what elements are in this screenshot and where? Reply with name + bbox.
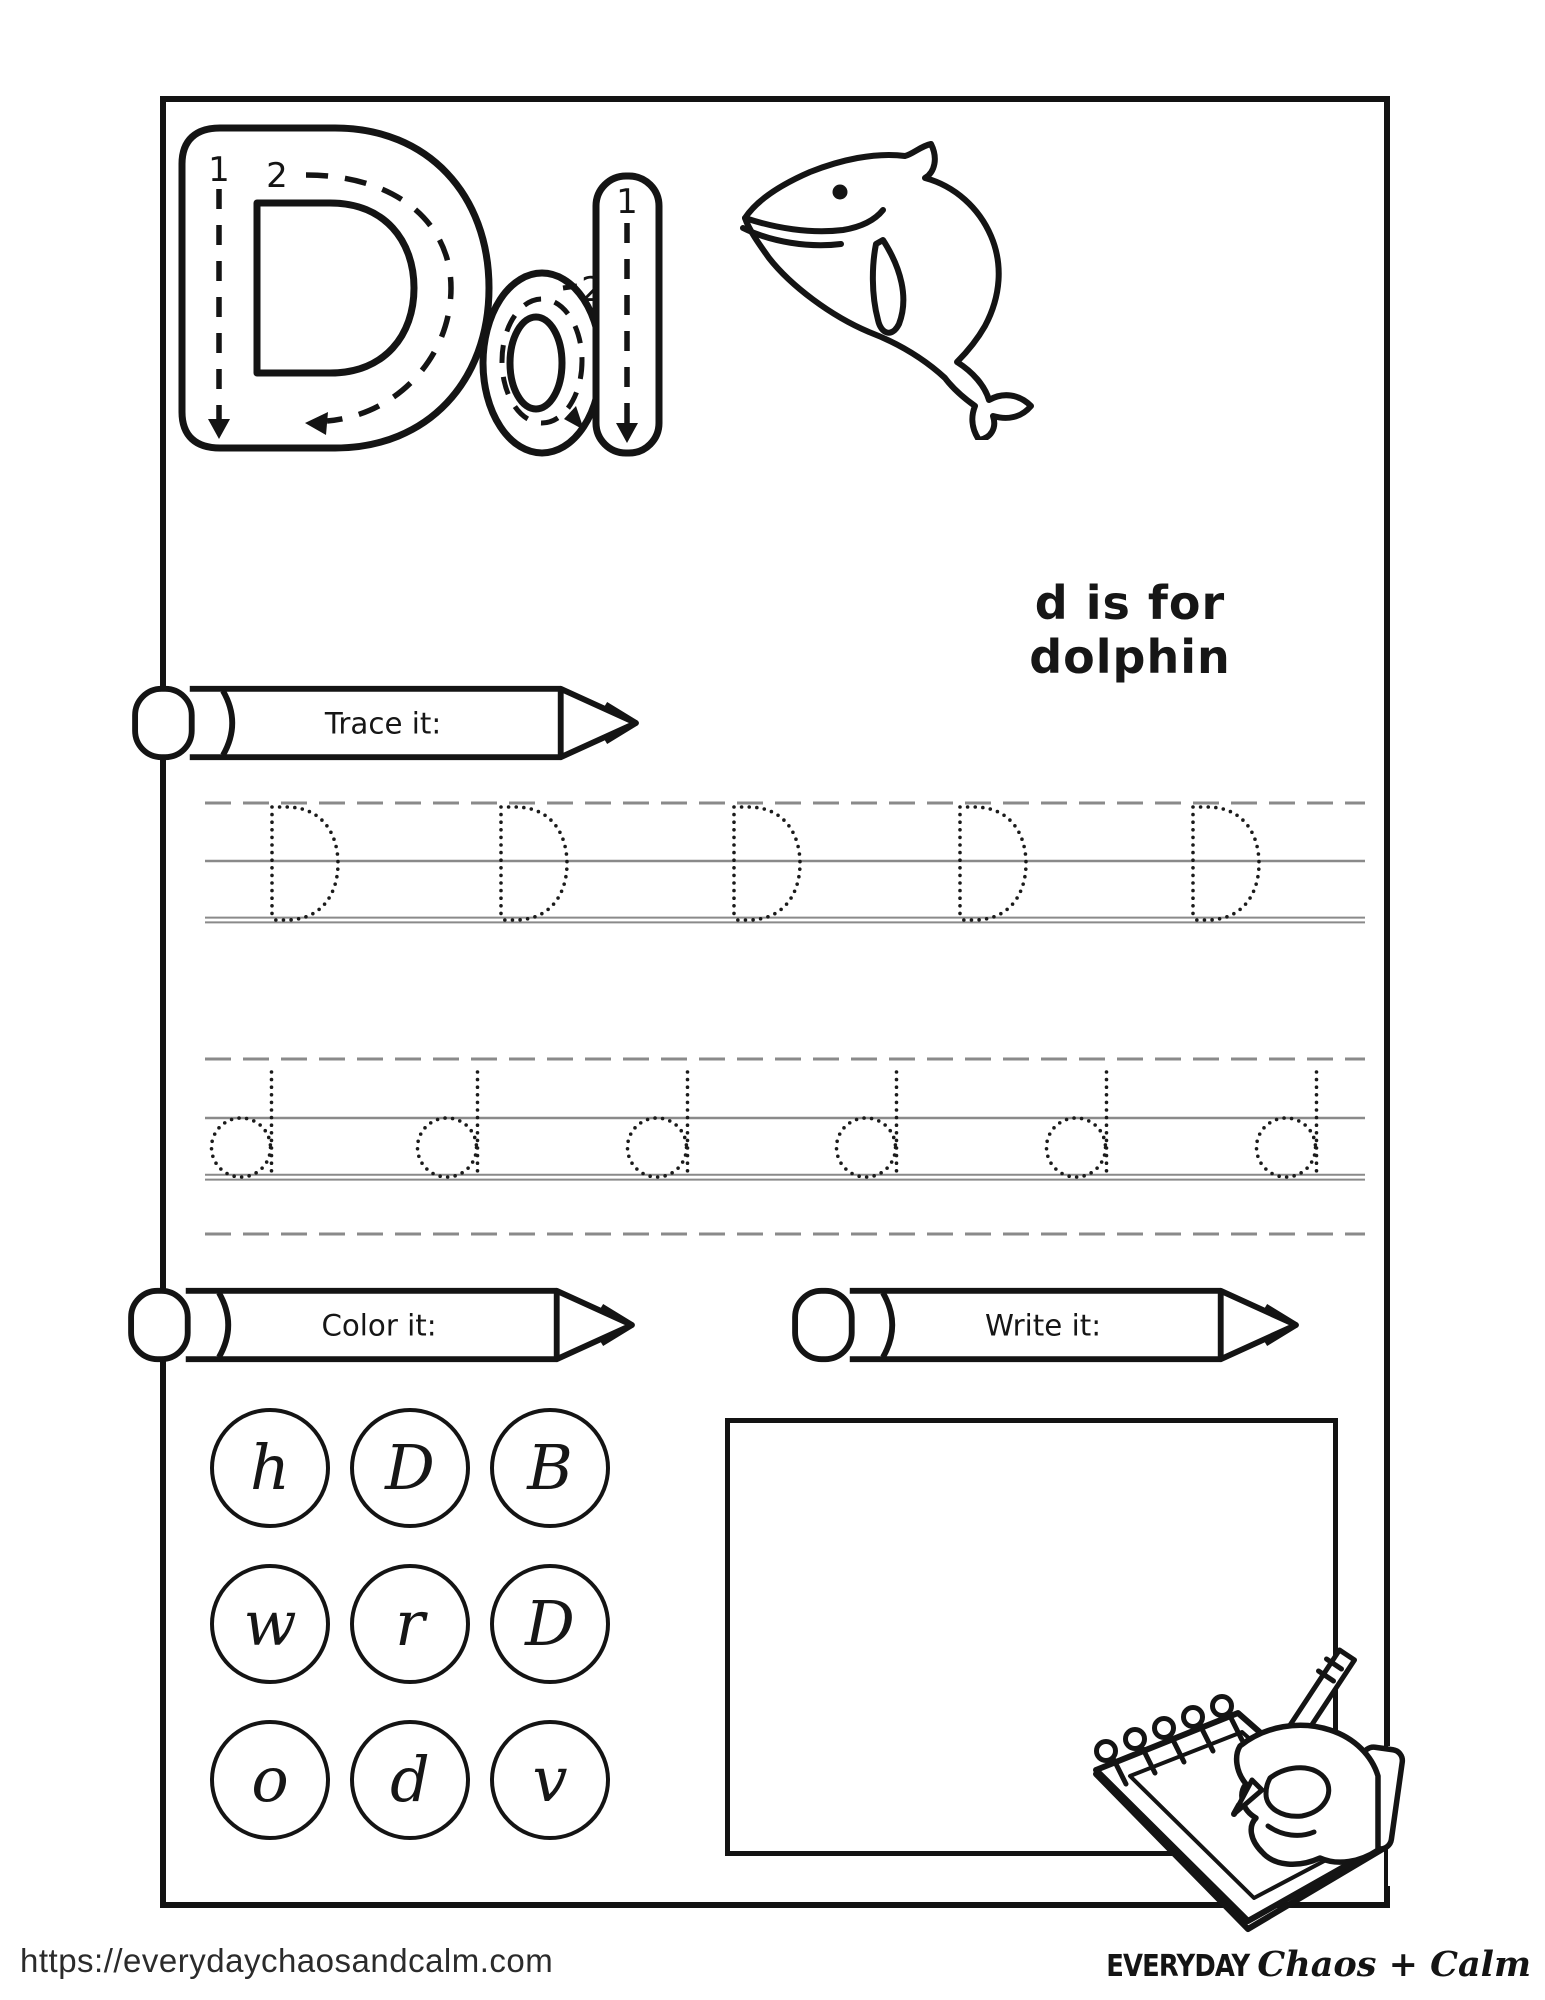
write-banner xyxy=(790,1284,1300,1366)
color-banner-label: Color it: xyxy=(321,1308,437,1343)
letter-circle[interactable] xyxy=(350,1720,470,1840)
trace-row-uppercase[interactable] xyxy=(205,795,1365,935)
letter-circle[interactable] xyxy=(350,1564,470,1684)
trace-row-lowercase[interactable] xyxy=(205,1052,1365,1242)
circle-letter: h xyxy=(250,1431,290,1504)
circle-letter: d xyxy=(390,1743,430,1816)
trace-banner-label: Trace it: xyxy=(324,706,442,741)
dolphin-eye xyxy=(833,185,848,200)
letter-circle[interactable] xyxy=(490,1564,610,1684)
caption-text: d is for dolphin xyxy=(1029,576,1231,684)
crayon-cap xyxy=(135,689,192,757)
dotted-letter-D[interactable] xyxy=(1193,807,1259,920)
crayon-cap xyxy=(131,1291,188,1359)
write-banner-label: Write it: xyxy=(985,1308,1102,1343)
stroke-2-label: 2 xyxy=(581,270,603,310)
letter-circle[interactable] xyxy=(210,1408,330,1528)
dotted-letter-d[interactable] xyxy=(418,1072,478,1177)
dotted-letter-D[interactable] xyxy=(734,807,800,920)
letter-circle[interactable] xyxy=(490,1408,610,1528)
dotted-letter-d[interactable] xyxy=(628,1072,688,1177)
circle-letter: o xyxy=(251,1743,289,1816)
letter-display-Dd xyxy=(160,85,760,505)
hand-writing-illustration xyxy=(1030,1628,1430,1958)
color-banner xyxy=(126,1284,636,1366)
stroke-1-label: 1 xyxy=(616,182,638,222)
brand-script-text: Chaos + Calm xyxy=(1257,1944,1531,1985)
thumb xyxy=(1266,1768,1329,1817)
brand-bold-text: EVERYDAY xyxy=(1106,1949,1250,1984)
circle-letter: r xyxy=(395,1587,425,1660)
stroke-2-label: 2 xyxy=(266,156,288,196)
dotted-letter-D[interactable] xyxy=(501,807,567,920)
circle-letter: v xyxy=(532,1743,568,1816)
color-letter-grid xyxy=(210,1408,610,1840)
dotted-letter-D[interactable] xyxy=(960,807,1026,920)
letter-circle[interactable] xyxy=(210,1564,330,1684)
circle-letter: w xyxy=(243,1587,297,1660)
dotted-letter-d[interactable] xyxy=(1257,1072,1317,1177)
circle-letter: D xyxy=(385,1431,435,1504)
dotted-letter-D[interactable] xyxy=(272,807,338,920)
letter-circle[interactable] xyxy=(210,1720,330,1840)
letter-circle[interactable] xyxy=(490,1720,610,1840)
crayon-cap xyxy=(795,1291,852,1359)
dotted-letter-d[interactable] xyxy=(837,1072,897,1177)
trace-banner xyxy=(130,682,640,764)
stroke-1-label: 1 xyxy=(208,150,230,190)
dotted-letter-d[interactable] xyxy=(1047,1072,1107,1177)
dotted-letter-d[interactable] xyxy=(212,1072,272,1177)
brand-logo xyxy=(1083,1944,1531,1985)
dolphin-illustration xyxy=(735,140,1045,440)
letter-circle[interactable] xyxy=(350,1408,470,1528)
circle-letter: B xyxy=(527,1431,573,1504)
footer-url[interactable]: https://everydaychaosandcalm.com xyxy=(20,1942,554,1979)
circle-letter: D xyxy=(525,1587,575,1660)
